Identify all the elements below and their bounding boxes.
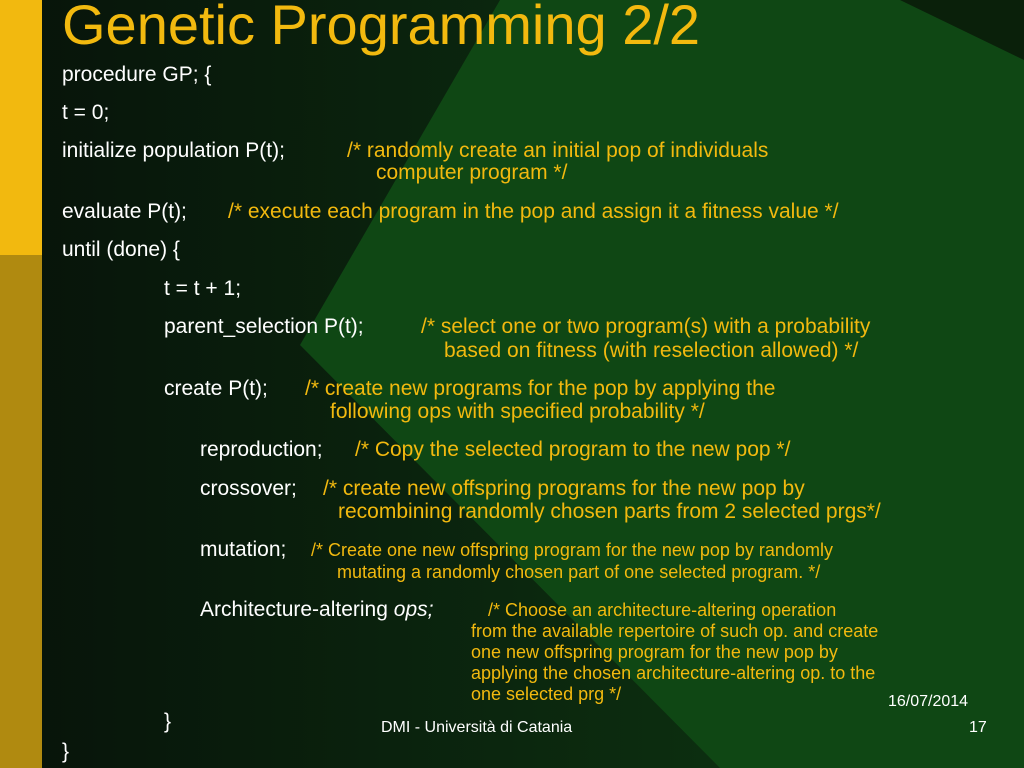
code-line-parent-selection: parent_selection P(t); — [164, 315, 364, 338]
comment-architecture-5: one selected prg */ — [471, 684, 622, 704]
footer-date: 16/07/2014 — [888, 693, 969, 710]
comment-parent-selection-1: /* select one or two program(s) with a probability — [421, 315, 871, 338]
comment-parent-selection-2: based on fitness (with reselection allowed) */ — [444, 339, 859, 362]
slide-title: Genetic Programming 2/2 — [62, 0, 701, 56]
comment-create-2: following ops with specified probability */ — [330, 400, 705, 423]
comment-evaluate: /* execute each program in the pop and assign it a fitness value */ — [228, 200, 839, 223]
code-line-t0: t = 0; — [62, 101, 110, 124]
code-line-increment: t = t + 1; — [164, 277, 242, 300]
code-line-architecture — [200, 598, 433, 622]
comment-architecture-3: one new offspring program for the new pop by — [471, 642, 838, 662]
code-line-initialize: initialize population P(t); — [62, 139, 285, 162]
comment-create-1: /* create new programs for the pop by applying the — [305, 377, 776, 400]
comment-initialize-1: /* randomly create an initial pop of individuals — [347, 139, 769, 162]
code-line-close-inner: } — [164, 710, 172, 733]
comment-initialize-2: computer program */ — [376, 161, 568, 184]
code-line-evaluate: evaluate P(t); — [62, 200, 187, 223]
code-line-close-outer: } — [62, 740, 70, 763]
architecture-label: Architecture-altering — [200, 598, 388, 621]
comment-mutation-1: /* Create one new offspring program for the new pop by randomly — [311, 540, 833, 560]
footer-page-number: 17 — [969, 719, 987, 736]
footer-center: DMI - Università di Catania — [381, 719, 573, 736]
code-line-until: until (done) { — [62, 238, 180, 261]
code-line-mutation: mutation; — [200, 538, 287, 561]
code-line-crossover: crossover; — [200, 477, 297, 500]
code-line-reproduction: reproduction; — [200, 438, 323, 461]
comment-architecture-4: applying the chosen architecture-altering op. to the — [471, 663, 876, 683]
comment-reproduction: /* Copy the selected program to the new pop */ — [355, 438, 791, 461]
comment-crossover-1: /* create new offspring programs for the new pop by — [323, 477, 805, 500]
comment-architecture-1: /* Choose an architecture-altering operation — [488, 600, 837, 620]
code-line-procedure: procedure GP; { — [62, 63, 212, 86]
code-line-create: create P(t); — [164, 377, 268, 400]
architecture-ops: ops; — [393, 598, 434, 621]
comment-mutation-2: mutating a randomly chosen part of one selected program. */ — [337, 562, 821, 582]
comment-crossover-2: recombining randomly chosen parts from 2 selected prgs*/ — [338, 500, 881, 523]
comment-architecture-2: from the available repertoire of such op. and create — [471, 621, 879, 641]
